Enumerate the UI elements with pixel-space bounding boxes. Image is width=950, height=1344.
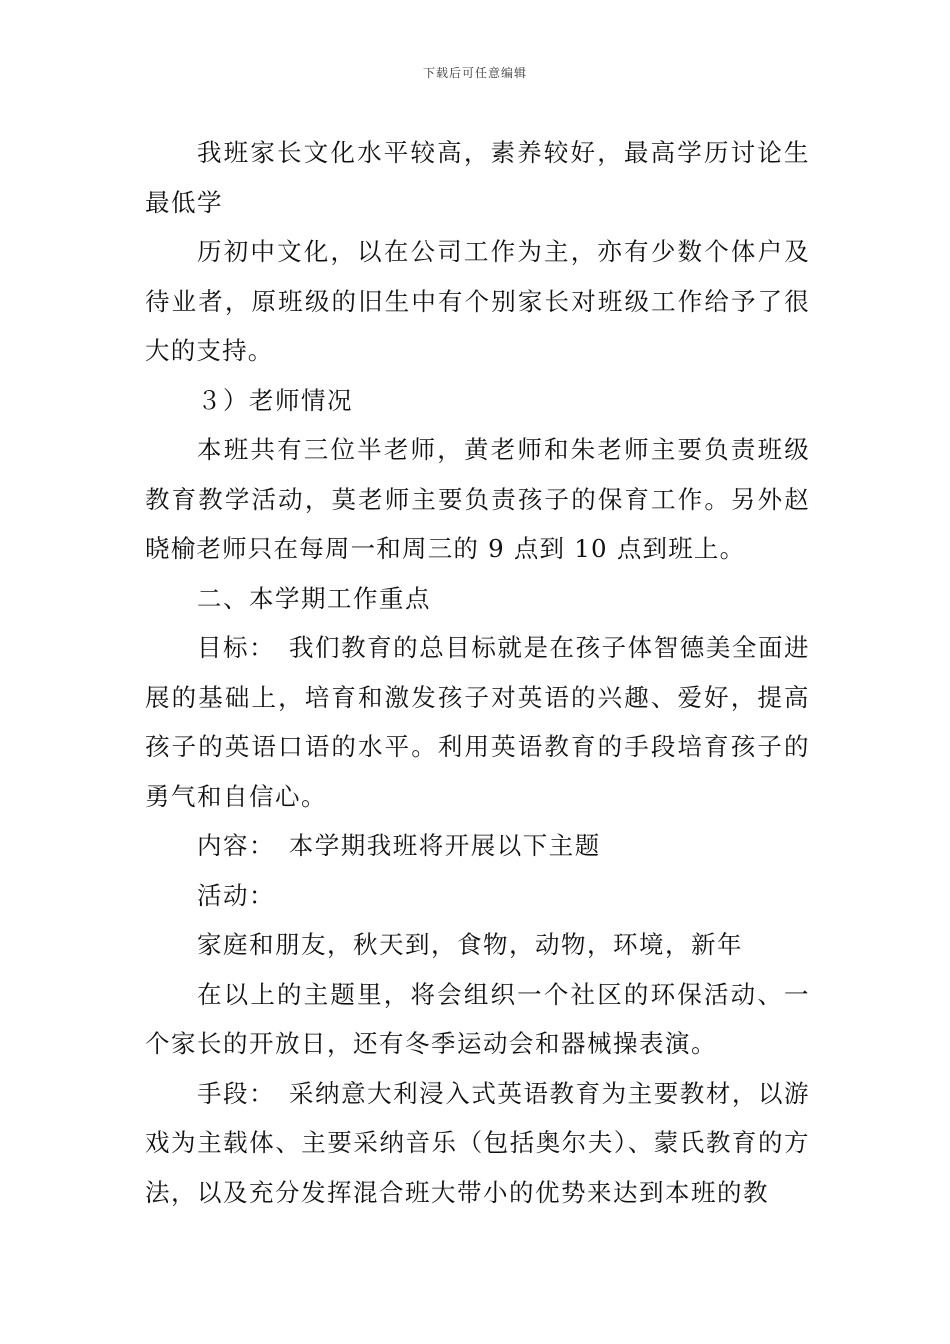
paragraph-goal: 目标： 我们教育的总目标就是在孩子体智德美全面进展的基础上，培育和激发孩子对英语的兴趣、爱好，提高孩子的英语口语的水平。利用英语教育的手段培育孩子的勇气和自信心。 — [145, 633, 810, 811]
section-heading-teachers: ３）老师情况 — [197, 385, 353, 415]
paragraph-parents-occupation: 历初中文化，以在公司工作为主，亦有少数个体户及待业者，原班级的旧生中有个别家长对班级工作给予了很大的支持。 — [145, 237, 810, 365]
paragraph-content: 内容： 本学期我班将开展以下主题 — [197, 831, 601, 860]
paragraph-events: 在以上的主题里，将会组织一个社区的环保活动、一个家长的开放日，还有冬季运动会和器械操表演。 — [145, 979, 810, 1058]
page-header-note: 下载后可任意编辑 — [422, 66, 527, 80]
paragraph-themes: 家庭和朋友，秋天到，食物，动物，环境，新年 — [197, 930, 743, 959]
paragraph-activities-label: 活动： — [197, 880, 275, 910]
section-heading-semester-focus: 二、本学期工作重点 — [197, 583, 431, 613]
paragraph-teachers: 本班共有三位半老师，黄老师和朱老师主要负责班级教育教学活动，莫老师主要负责孩子的保育工作。另外赵晓榆老师只在每周一和周三的 9 点到 10 点到班上。 — [145, 435, 810, 563]
paragraph-parents-education: 我班家长文化水平较高，素养较好，最高学历讨论生最低学 — [145, 138, 810, 217]
document-body — [145, 128, 810, 1217]
paragraph-methods: 手段： 采纳意大利浸入式英语教育为主要教材，以游戏为主载体、主要采纳音乐（包括奥尔夫）、蒙氏教育的方法，以及充分发挥混合班大带小的优势来达到本班的教 — [145, 1078, 810, 1207]
